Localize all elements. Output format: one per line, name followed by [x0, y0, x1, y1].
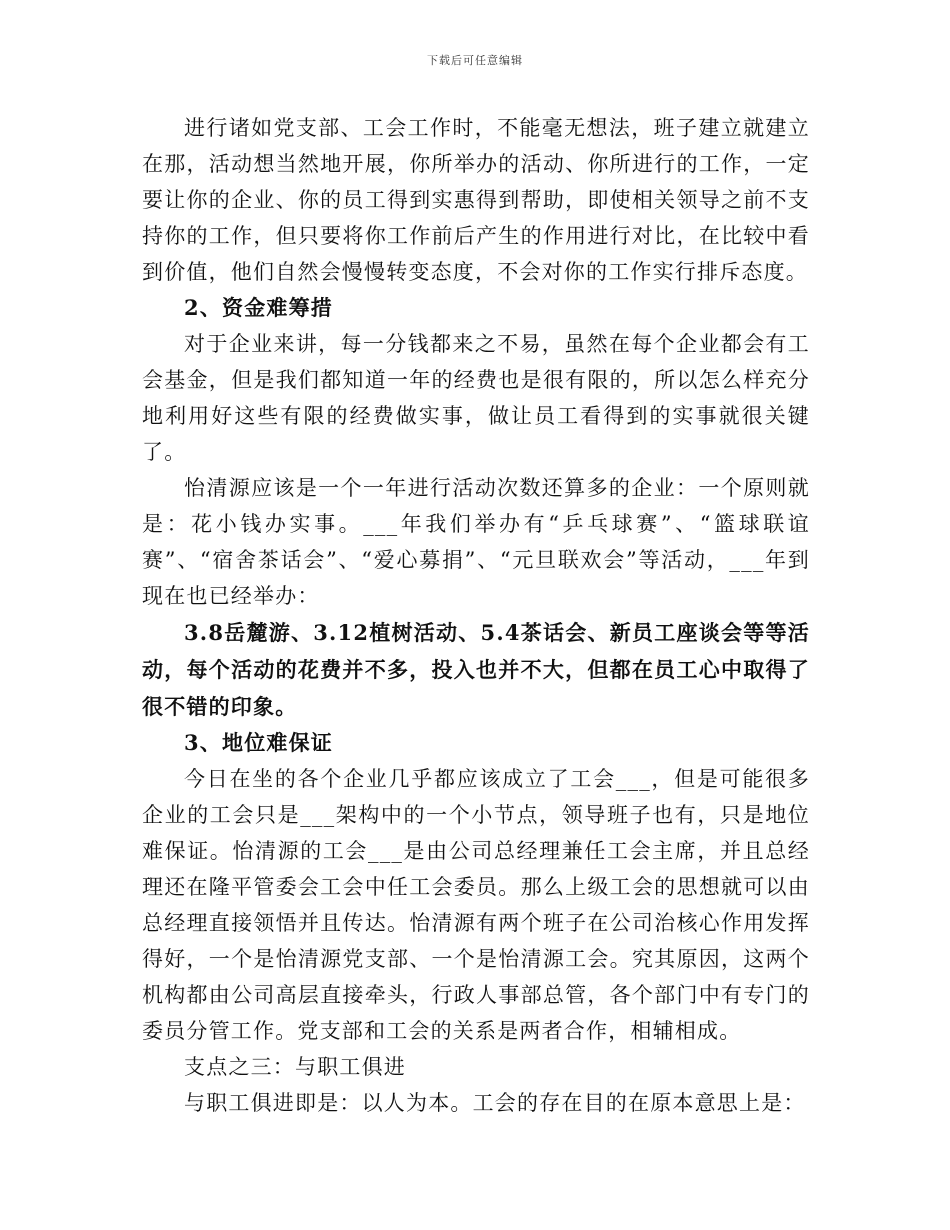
paragraph-people-oriented: 与职工俱进即是：以人为本。工会的存在目的在原本意思上是： [184, 1091, 806, 1115]
paragraph-fulcrum-three: 支点之三：与职工俱进 [184, 1055, 406, 1079]
paragraph-union-status: 今日在坐的各个企业几乎都应该成立了工会___，但是可能很多企业的工会只是___架构中的一个小节点，领导班子也有，只是地位难保证。怡清源的工会___是由公司总经理兼任工会主席，并且总经理还在隆平管委会工会中任工会委员。那么上级工会的思想就可以由总经理直接领悟并且传达。怡清源有两个班子在公司治核心作用发挥得好，一个是怡清源党支部、一个是怡清源工会。究其原因，这两个机构都由公司高层直接牵头，行政人事部总管，各个部门中有专门的委员分管工作。党支部和工会的关系是两者合作，相辅相成。 [142, 767, 810, 1043]
document-body [142, 110, 810, 1121]
heading-funding-difficulty: 2、资金难筹措 [184, 295, 334, 320]
paragraph-party-union-work: 进行诸如党支部、工会工作时，不能毫无想法，班子建立就建立在那，活动想当然地开展，你所举办的活动、你所进行的工作，一定要让你的企业、你的员工得到实惠得到帮助，即使相关领导之前不支持你的工作，但只要将你工作前后产生的作用进行对比，在比较中看到价值，他们自然会慢慢转变态度，不会对你的工作实行排斥态度。 [142, 116, 810, 284]
page-header: 下载后可任意编辑 [427, 54, 523, 67]
paragraph-funding: 对于企业来讲，每一分钱都来之不易，虽然在每个企业都会有工会基金，但是我们都知道一年的经费也是很有限的，所以怎么样充分地利用好这些有限的经费做实事，做让员工看得到的实事就很关键了。 [142, 332, 810, 464]
paragraph-activities: 怡清源应该是一个一年进行活动次数还算多的企业：一个原则就是：花小钱办实事。___年我们举办有“乒乓球赛”、“篮球联谊赛”、“宿舍茶话会”、“爱心募捐”、“元旦联欢会”等活动，___年到现在也已经举办： [142, 476, 810, 608]
heading-status-difficulty: 3、地位难保证 [184, 730, 334, 755]
paragraph-activity-list: 3.8岳麓游、3.12植树活动、5.4茶话会、新员工座谈会等等活动，每个活动的花费并不多，投入也并不大，但都在员工心中取得了很不错的印象。 [142, 620, 810, 719]
